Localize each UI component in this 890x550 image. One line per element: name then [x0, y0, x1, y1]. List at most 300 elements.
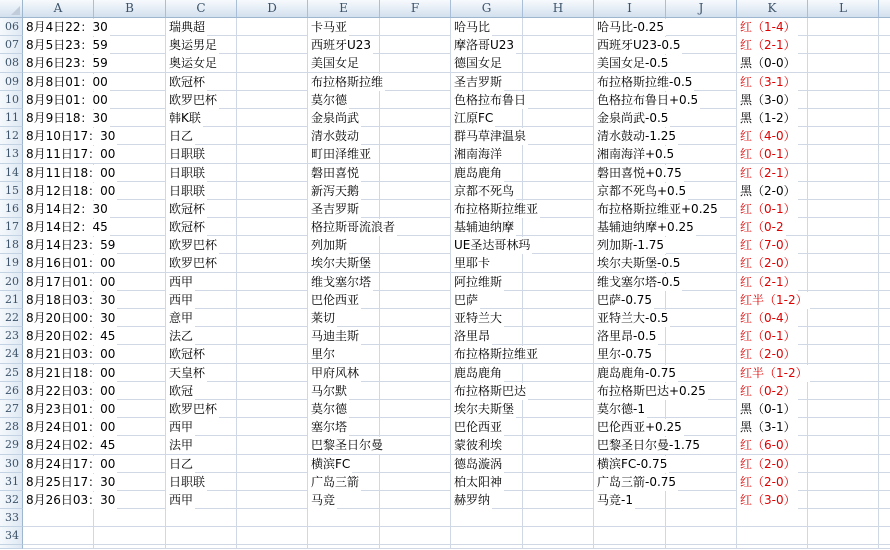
cell-f[interactable]	[380, 254, 451, 272]
column-header-D[interactable]: D	[237, 0, 308, 17]
cell-j[interactable]	[666, 345, 737, 363]
cell-f[interactable]	[380, 400, 451, 418]
cell-j[interactable]	[666, 309, 737, 327]
cell-result[interactable]	[737, 418, 808, 436]
cell-partial[interactable]	[94, 545, 166, 549]
cell-date[interactable]	[23, 527, 94, 545]
cell-h[interactable]	[523, 73, 594, 91]
cell-home[interactable]	[308, 309, 380, 327]
cell-handicap[interactable]	[594, 400, 666, 418]
cell-d[interactable]	[237, 109, 308, 127]
cell-f[interactable]	[380, 527, 451, 545]
cell-result[interactable]	[737, 200, 808, 218]
cell-d[interactable]	[237, 436, 308, 454]
cell-sliver[interactable]	[879, 509, 890, 527]
cell-sliver[interactable]	[879, 36, 890, 54]
cell-result[interactable]	[737, 254, 808, 272]
cell-d[interactable]	[237, 473, 308, 491]
cell-sliver[interactable]	[879, 145, 890, 163]
cell-away[interactable]	[451, 145, 523, 163]
cell-l[interactable]	[808, 127, 879, 145]
cell-league[interactable]	[166, 509, 237, 527]
cell-result[interactable]	[737, 382, 808, 400]
cell-d[interactable]	[237, 18, 308, 36]
cell-sliver[interactable]	[879, 400, 890, 418]
cell-handicap[interactable]	[594, 345, 666, 363]
cell-h[interactable]	[523, 382, 594, 400]
cell-sliver[interactable]	[879, 54, 890, 72]
cell-l[interactable]	[808, 400, 879, 418]
cell-l[interactable]	[808, 91, 879, 109]
row-header[interactable]: 16	[0, 200, 23, 218]
cell-d[interactable]	[237, 364, 308, 382]
cell-partial[interactable]	[879, 545, 890, 549]
cell-handicap[interactable]	[594, 473, 677, 491]
cell-league[interactable]	[166, 382, 237, 400]
cell-d[interactable]	[237, 54, 308, 72]
cell-date[interactable]	[23, 145, 116, 163]
cell-home[interactable]	[308, 327, 380, 345]
cell-home[interactable]	[308, 164, 380, 182]
row-header[interactable]: 33	[0, 509, 23, 527]
cell-away[interactable]	[451, 436, 523, 454]
cell-j[interactable]	[666, 291, 737, 309]
cell-result[interactable]	[737, 236, 808, 254]
row-header[interactable]: 23	[0, 327, 23, 345]
cell-d[interactable]	[237, 164, 308, 182]
cell-l[interactable]	[808, 418, 879, 436]
cell-l[interactable]	[808, 473, 879, 491]
row-header[interactable]: 17	[0, 218, 23, 236]
cell-f[interactable]	[380, 200, 451, 218]
cell-h[interactable]	[523, 109, 594, 127]
cell-partial[interactable]	[237, 545, 308, 549]
cell-l[interactable]	[808, 491, 879, 509]
cell-h[interactable]	[523, 364, 594, 382]
row-header[interactable]: 22	[0, 309, 23, 327]
cell-partial[interactable]	[737, 545, 808, 549]
cell-home[interactable]	[308, 491, 380, 509]
cell-away[interactable]	[451, 400, 523, 418]
row-header[interactable]: 31	[0, 473, 23, 491]
cell-away[interactable]	[451, 382, 527, 400]
cell-result[interactable]	[737, 473, 808, 491]
row-header[interactable]: 19	[0, 254, 23, 272]
cell-home[interactable]	[308, 400, 380, 418]
cell-f[interactable]	[380, 364, 451, 382]
cell-handicap[interactable]	[594, 527, 666, 545]
cell-f[interactable]	[380, 473, 451, 491]
cell-partial[interactable]	[808, 545, 879, 549]
cell-away[interactable]	[451, 109, 523, 127]
row-header[interactable]: 30	[0, 455, 23, 473]
cell-league[interactable]	[166, 182, 237, 200]
column-header-H[interactable]: H	[523, 0, 594, 17]
cell-l[interactable]	[808, 54, 879, 72]
cell-home[interactable]	[308, 345, 380, 363]
cell-away[interactable]	[451, 491, 523, 509]
row-header[interactable]: 21	[0, 291, 23, 309]
cell-d[interactable]	[237, 91, 308, 109]
row-header[interactable]: 29	[0, 436, 23, 454]
cell-l[interactable]	[808, 182, 879, 200]
cell-j[interactable]	[666, 109, 737, 127]
cell-d[interactable]	[237, 309, 308, 327]
cell-l[interactable]	[808, 200, 879, 218]
cell-league[interactable]	[166, 364, 237, 382]
cell-l[interactable]	[808, 291, 879, 309]
column-header-L[interactable]: L	[808, 0, 879, 17]
cell-date[interactable]	[23, 382, 116, 400]
cell-sliver[interactable]	[879, 254, 890, 272]
cell-handicap[interactable]	[594, 218, 694, 236]
cell-h[interactable]	[523, 436, 594, 454]
cell-h[interactable]	[523, 182, 594, 200]
cell-result[interactable]	[737, 509, 808, 527]
cell-away[interactable]	[451, 509, 523, 527]
cell-handicap[interactable]	[594, 36, 681, 54]
cell-f[interactable]	[380, 182, 451, 200]
cell-date[interactable]	[23, 273, 116, 291]
cell-away[interactable]	[451, 182, 523, 200]
cell-away[interactable]	[451, 91, 527, 109]
cell-handicap[interactable]	[594, 436, 701, 454]
cell-h[interactable]	[523, 509, 594, 527]
cell-result[interactable]	[737, 309, 808, 327]
row-header[interactable]: 20	[0, 273, 23, 291]
cell-handicap[interactable]	[594, 236, 666, 254]
cell-j[interactable]	[666, 455, 737, 473]
cell-result[interactable]	[737, 218, 808, 236]
cell-league[interactable]	[166, 164, 237, 182]
cell-date[interactable]	[23, 73, 108, 91]
cell-result[interactable]	[737, 491, 808, 509]
cell-partial[interactable]	[666, 545, 737, 549]
cell-partial[interactable]	[308, 545, 380, 549]
cell-h[interactable]	[523, 18, 594, 36]
cell-d[interactable]	[237, 400, 308, 418]
cell-away[interactable]	[451, 527, 523, 545]
cell-handicap[interactable]	[594, 91, 699, 109]
cell-d[interactable]	[237, 527, 308, 545]
cell-away[interactable]	[451, 18, 523, 36]
cell-league[interactable]	[166, 254, 237, 272]
cell-league[interactable]	[166, 400, 237, 418]
cell-sliver[interactable]	[879, 164, 890, 182]
cell-sliver[interactable]	[879, 527, 890, 545]
cell-result[interactable]	[737, 273, 808, 291]
cell-home[interactable]	[308, 200, 380, 218]
cell-h[interactable]	[523, 455, 594, 473]
cell-sliver[interactable]	[879, 109, 890, 127]
cell-f[interactable]	[380, 436, 451, 454]
cell-j[interactable]	[666, 527, 737, 545]
cell-result[interactable]	[737, 127, 808, 145]
cell-sliver[interactable]	[879, 291, 890, 309]
cell-handicap[interactable]	[594, 182, 687, 200]
cell-league[interactable]	[166, 309, 237, 327]
cell-date[interactable]	[23, 254, 116, 272]
cell-league[interactable]	[166, 436, 237, 454]
cell-d[interactable]	[237, 127, 308, 145]
cell-result[interactable]	[737, 73, 808, 91]
cell-home[interactable]	[308, 527, 380, 545]
cell-d[interactable]	[237, 182, 308, 200]
cell-f[interactable]	[380, 91, 451, 109]
cell-j[interactable]	[666, 400, 737, 418]
cell-l[interactable]	[808, 254, 879, 272]
cell-sliver[interactable]	[879, 436, 890, 454]
cell-result[interactable]	[737, 145, 808, 163]
cell-home[interactable]	[308, 273, 380, 291]
cell-f[interactable]	[380, 109, 451, 127]
cell-handicap[interactable]	[594, 254, 681, 272]
cell-h[interactable]	[523, 491, 594, 509]
cell-handicap[interactable]	[594, 127, 677, 145]
cell-d[interactable]	[237, 200, 308, 218]
cell-home[interactable]	[308, 236, 380, 254]
cell-l[interactable]	[808, 36, 879, 54]
cell-d[interactable]	[237, 491, 308, 509]
cell-d[interactable]	[237, 345, 308, 363]
row-header[interactable]: 24	[0, 345, 23, 363]
row-header[interactable]: 06	[0, 18, 23, 36]
cell-h[interactable]	[523, 254, 594, 272]
cell-sliver[interactable]	[879, 182, 890, 200]
cell-league[interactable]	[166, 145, 237, 163]
cell-home[interactable]	[308, 436, 384, 454]
cell-d[interactable]	[237, 236, 308, 254]
cell-b[interactable]	[94, 509, 166, 527]
cell-date[interactable]	[23, 327, 116, 345]
cell-result[interactable]	[737, 18, 808, 36]
cell-sliver[interactable]	[879, 418, 890, 436]
cell-sliver[interactable]	[879, 218, 890, 236]
cell-l[interactable]	[808, 527, 879, 545]
cell-sliver[interactable]	[879, 236, 890, 254]
cell-h[interactable]	[523, 527, 594, 545]
cell-partial[interactable]	[23, 545, 94, 549]
row-header[interactable]: 13	[0, 145, 23, 163]
cell-h[interactable]	[523, 36, 594, 54]
cell-f[interactable]	[380, 236, 451, 254]
cell-f[interactable]	[380, 273, 451, 291]
row-header[interactable]: 34	[0, 527, 23, 545]
cell-h[interactable]	[523, 91, 594, 109]
row-header[interactable]: 32	[0, 491, 23, 509]
cell-d[interactable]	[237, 418, 308, 436]
cell-date[interactable]	[23, 91, 108, 109]
column-header-I[interactable]: I	[594, 0, 666, 17]
cell-d[interactable]	[237, 327, 308, 345]
cell-partial[interactable]	[166, 545, 237, 549]
cell-h[interactable]	[523, 400, 594, 418]
cell-d[interactable]	[237, 218, 308, 236]
cell-b[interactable]	[94, 527, 166, 545]
cell-l[interactable]	[808, 218, 879, 236]
cell-l[interactable]	[808, 18, 879, 36]
cell-result[interactable]	[737, 36, 808, 54]
cell-result[interactable]	[737, 164, 808, 182]
cell-date[interactable]	[23, 509, 94, 527]
cell-h[interactable]	[523, 309, 594, 327]
cell-handicap[interactable]	[594, 73, 693, 91]
cell-date[interactable]	[23, 164, 116, 182]
cell-handicap[interactable]	[594, 364, 677, 382]
cell-h[interactable]	[523, 473, 594, 491]
cell-sliver[interactable]	[879, 127, 890, 145]
cell-away[interactable]	[451, 309, 523, 327]
cell-home[interactable]	[308, 382, 380, 400]
cell-home[interactable]	[308, 455, 380, 473]
cell-l[interactable]	[808, 327, 879, 345]
cell-f[interactable]	[380, 164, 451, 182]
cell-l[interactable]	[808, 382, 879, 400]
cell-away[interactable]	[451, 236, 531, 254]
cell-l[interactable]	[808, 309, 879, 327]
row-header[interactable]: 18	[0, 236, 23, 254]
cell-result[interactable]	[737, 182, 808, 200]
cell-date[interactable]	[23, 36, 108, 54]
cell-d[interactable]	[237, 382, 308, 400]
cell-sliver[interactable]	[879, 91, 890, 109]
cell-league[interactable]	[166, 291, 237, 309]
row-header[interactable]: 08	[0, 54, 23, 72]
cell-h[interactable]	[523, 127, 594, 145]
cell-sliver[interactable]	[879, 309, 890, 327]
cell-partial[interactable]	[380, 545, 451, 549]
cell-date[interactable]	[23, 491, 116, 509]
cell-league[interactable]	[166, 236, 237, 254]
cell-d[interactable]	[237, 36, 308, 54]
cell-l[interactable]	[808, 364, 879, 382]
cell-h[interactable]	[523, 164, 594, 182]
row-header[interactable]: 25	[0, 364, 23, 382]
cell-l[interactable]	[808, 73, 879, 91]
cell-h[interactable]	[523, 145, 594, 163]
select-all-corner[interactable]	[0, 0, 23, 17]
row-header[interactable]: 12	[0, 127, 23, 145]
cell-l[interactable]	[808, 436, 879, 454]
cell-j[interactable]	[666, 509, 737, 527]
cell-home[interactable]	[308, 364, 380, 382]
cell-date[interactable]	[23, 418, 116, 436]
cell-l[interactable]	[808, 109, 879, 127]
cell-sliver[interactable]	[879, 327, 890, 345]
cell-home[interactable]	[308, 218, 396, 236]
cell-f[interactable]	[380, 291, 451, 309]
cell-f[interactable]	[380, 418, 451, 436]
cell-handicap[interactable]	[594, 382, 706, 400]
cell-f[interactable]	[380, 309, 451, 327]
cell-league[interactable]	[166, 200, 237, 218]
cell-league[interactable]	[166, 109, 237, 127]
cell-h[interactable]	[523, 327, 594, 345]
cell-sliver[interactable]	[879, 345, 890, 363]
cell-league[interactable]	[166, 73, 237, 91]
cell-j[interactable]	[666, 18, 737, 36]
cell-l[interactable]	[808, 273, 879, 291]
cell-handicap[interactable]	[594, 164, 682, 182]
column-header-J[interactable]: J	[666, 0, 737, 17]
cell-away[interactable]	[451, 455, 523, 473]
cell-result[interactable]	[737, 54, 808, 72]
column-header-E[interactable]: E	[308, 0, 380, 17]
cell-handicap[interactable]	[594, 18, 666, 36]
row-header[interactable]: 11	[0, 109, 23, 127]
cell-league[interactable]	[166, 491, 237, 509]
cell-sliver[interactable]	[879, 382, 890, 400]
cell-l[interactable]	[808, 455, 879, 473]
cell-f[interactable]	[380, 145, 451, 163]
cell-result[interactable]	[737, 291, 808, 309]
cell-f[interactable]	[380, 54, 451, 72]
cell-date[interactable]	[23, 182, 116, 200]
row-header[interactable]: 26	[0, 382, 23, 400]
cell-away[interactable]	[451, 418, 523, 436]
cell-away[interactable]	[451, 473, 523, 491]
cell-l[interactable]	[808, 164, 879, 182]
cell-handicap[interactable]	[594, 145, 675, 163]
cell-result[interactable]	[737, 400, 808, 418]
cell-j[interactable]	[666, 491, 737, 509]
cell-date[interactable]	[23, 236, 116, 254]
cell-f[interactable]	[380, 509, 451, 527]
column-header-C[interactable]: C	[166, 0, 237, 17]
cell-h[interactable]	[523, 54, 594, 72]
cell-date[interactable]	[23, 109, 108, 127]
cell-date[interactable]	[23, 345, 116, 363]
cell-date[interactable]	[23, 18, 108, 36]
cell-j[interactable]	[666, 327, 737, 345]
cell-h[interactable]	[523, 236, 594, 254]
cell-result[interactable]	[737, 455, 808, 473]
cell-date[interactable]	[23, 455, 116, 473]
cell-sliver[interactable]	[879, 364, 890, 382]
cell-d[interactable]	[237, 73, 308, 91]
cell-handicap[interactable]	[594, 309, 669, 327]
cell-f[interactable]	[380, 327, 451, 345]
cell-l[interactable]	[808, 509, 879, 527]
cell-date[interactable]	[23, 127, 116, 145]
column-header-G[interactable]: G	[451, 0, 523, 17]
cell-f[interactable]	[380, 345, 451, 363]
cell-partial[interactable]	[451, 545, 523, 549]
cell-home[interactable]	[308, 73, 384, 91]
cell-d[interactable]	[237, 509, 308, 527]
column-header-A[interactable]: A	[23, 0, 94, 17]
cell-d[interactable]	[237, 145, 308, 163]
cell-home[interactable]	[308, 473, 380, 491]
cell-h[interactable]	[523, 273, 594, 291]
cell-handicap[interactable]	[594, 291, 666, 309]
cell-date[interactable]	[23, 473, 116, 491]
cell-date[interactable]	[23, 400, 116, 418]
cell-away[interactable]	[451, 218, 523, 236]
cell-date[interactable]	[23, 54, 108, 72]
row-header[interactable]: 10	[0, 91, 23, 109]
cell-date[interactable]	[23, 200, 108, 218]
cell-home[interactable]	[308, 509, 380, 527]
cell-league[interactable]	[166, 473, 237, 491]
cell-away[interactable]	[451, 36, 523, 54]
cell-sliver[interactable]	[879, 200, 890, 218]
cell-away[interactable]	[451, 273, 523, 291]
cell-home[interactable]	[308, 145, 380, 163]
cell-f[interactable]	[380, 491, 451, 509]
cell-handicap[interactable]	[594, 418, 682, 436]
cell-sliver[interactable]	[879, 73, 890, 91]
